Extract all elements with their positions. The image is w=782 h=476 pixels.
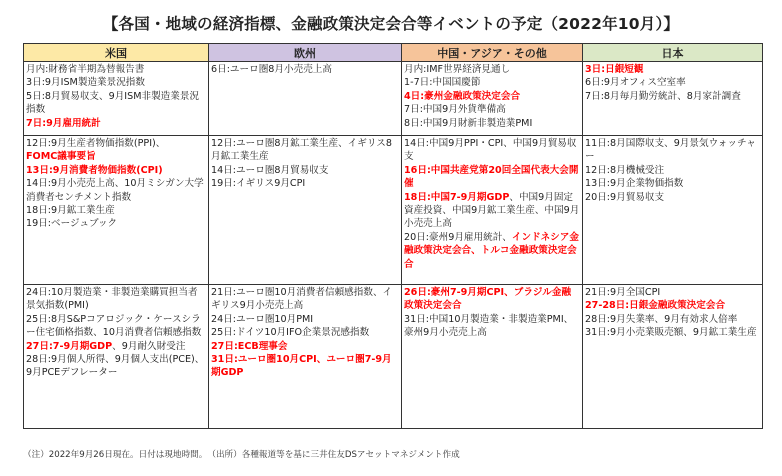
- event-text: FOMC議事要旨: [26, 151, 96, 163]
- event-text: 27-28日:日銀金融政策決定会合: [585, 300, 726, 312]
- event-entry: [26, 150, 206, 163]
- event-text: 14日:ユーロ圏8月貿易収支: [211, 164, 329, 176]
- cell-china-asia-other: [402, 136, 583, 285]
- event-text: 27日:7-9月期GDP: [26, 340, 113, 352]
- event-text: 13日:9月消費者物価指数(CPI): [26, 164, 163, 176]
- cell-us: [24, 62, 209, 136]
- event-text: 28日:9月個人所得、9月個人支出(PCE)、9月PCEデフレーター: [26, 354, 205, 379]
- event-text: 14日:中国9月PPI・CPI、中国9月貿易収支: [404, 138, 577, 163]
- event-entry: [211, 164, 399, 177]
- event-text: 6日:9月オフィス空室率: [585, 77, 686, 89]
- event-entry: [211, 313, 399, 326]
- cell-us: [24, 285, 209, 429]
- cell-japan: [583, 62, 763, 136]
- event-entry: [26, 340, 206, 353]
- event-entry: [585, 177, 760, 190]
- cell-china-asia-other: [402, 62, 583, 136]
- event-text: 26日:豪州7-9月期CPI、ブラジル金融政策決定会合: [404, 287, 572, 312]
- event-entry: [585, 63, 760, 76]
- event-entry: [404, 164, 580, 191]
- event-text: 3日:日銀短観: [585, 64, 644, 75]
- event-text-continued: 、9月耐久財受注: [112, 340, 186, 352]
- event-entry: [26, 204, 206, 217]
- event-text: 31日:中国10月製造業・非製造業PMI、豪州9月小売売上高: [404, 313, 574, 339]
- cell-europe: [209, 285, 402, 429]
- event-text: 18日:9月鉱工業生産: [26, 205, 115, 217]
- event-text: 12日:9月生産者物価指数(PPI)、: [26, 138, 166, 149]
- event-entry: [26, 137, 206, 150]
- event-text-highlighted: インドネシア金融政策決定会合、トルコ金融政策決定会合: [404, 231, 579, 270]
- event-text: 12日:8月機械受注: [585, 164, 665, 176]
- event-text: 13日:9月企業物価指数: [585, 178, 684, 190]
- column-header-us: 米国: [24, 44, 209, 62]
- event-text: 28日:9月失業率、9月有効求人倍率: [585, 313, 738, 325]
- event-text: 5日:8月貿易収支、9月ISM非製造業景況指数: [26, 90, 200, 116]
- event-entry: [585, 137, 760, 164]
- event-entry: [585, 90, 760, 103]
- event-entry: [585, 164, 760, 177]
- event-entry: [404, 286, 580, 313]
- event-text: 20日:9月貿易収支: [585, 191, 665, 203]
- event-text: 12日:ユーロ圏8月鉱工業生産、イギリス8月鉱工業生産: [211, 138, 392, 163]
- event-entry: [585, 76, 760, 89]
- event-text: 25日:ドイツ10月IFO企業景況感指数: [211, 327, 370, 339]
- cell-china-asia-other: [402, 285, 583, 429]
- event-entry: [585, 313, 760, 326]
- cell-europe: [209, 136, 402, 285]
- event-entry: [211, 63, 399, 76]
- cell-japan: [583, 136, 763, 285]
- event-entry: [585, 326, 760, 339]
- event-text: 19日:ベージュブック: [26, 218, 118, 230]
- event-entry: [404, 191, 580, 231]
- cell-europe: [209, 62, 402, 136]
- event-text: 31日:9月小売業販売額、9月鉱工業生産: [585, 327, 757, 339]
- event-entry: [26, 63, 206, 76]
- event-entry: [26, 117, 206, 130]
- event-entry: [26, 177, 206, 204]
- event-entry: [26, 313, 206, 340]
- event-text: 27日:ECB理事会: [211, 340, 288, 352]
- event-text: 3日:9月ISM製造業景況指数: [26, 77, 145, 89]
- event-entry: [404, 313, 580, 340]
- event-text: 21日:ユーロ圏10月消費者信頼感指数、イギリス9月小売売上高: [211, 287, 393, 312]
- column-header-china-asia-other: 中国・アジア・その他: [402, 44, 583, 62]
- event-text: 1-7日:中国国慶節: [404, 77, 481, 89]
- event-text: 8日:中国9月財新非製造業PMI: [404, 117, 533, 129]
- event-entry: [585, 299, 760, 312]
- page-title: 【各国・地域の経済指標、金融政策決定会合等イベントの予定（2022年10月）】: [102, 15, 680, 33]
- event-entry: [211, 353, 399, 380]
- event-text: 月内:財務省半期為替報告書: [26, 64, 145, 75]
- event-text: 6日:ユーロ圏8月小売売上高: [211, 64, 332, 75]
- column-header-europe: 欧州: [209, 44, 402, 62]
- event-schedule-table: [23, 43, 763, 429]
- event-entry: [211, 137, 399, 164]
- event-entry: [211, 286, 399, 313]
- event-entry: [585, 191, 760, 204]
- event-entry: [404, 231, 580, 271]
- cell-japan: [583, 285, 763, 429]
- event-text: 14日:9月小売売上高、10月ミシガン大学消費者センチメント指数: [26, 178, 204, 203]
- event-text: 31日:ユーロ圏10月CPI、ユーロ圏7-9月期GDP: [211, 354, 392, 379]
- table-row-mid-october: [24, 136, 763, 285]
- event-text: 16日:中国共産党第20回全国代表大会開催: [404, 164, 579, 190]
- event-text: 24日:ユーロ圏10月PMI: [211, 313, 314, 325]
- column-header-japan: 日本: [583, 44, 763, 62]
- event-text: 7日:8月毎月勤労統計、8月家計調査: [585, 90, 741, 102]
- event-text-continued: 、中国9月固定資産投資、中国9月鉱工業生産、中国9月小売売上高: [404, 191, 580, 230]
- cell-us: [24, 136, 209, 285]
- event-entry: [211, 177, 399, 190]
- event-text: 7日:中国9月外貨準備高: [404, 104, 506, 116]
- event-entry: [26, 286, 206, 313]
- event-text: 11日:8月国際収支、9月景気ウォッチャー: [585, 138, 756, 163]
- event-entry: [211, 326, 399, 339]
- event-entry: [404, 76, 580, 89]
- event-entry: [585, 286, 760, 299]
- event-entry: [404, 90, 580, 103]
- event-entry: [26, 217, 206, 230]
- footnote: （注）2022年9月26日現在。日付は現地時間。 （出所）各種報道等を基に三井住友DSアセットマネジメント作成: [23, 450, 460, 460]
- event-text: 24日:10月製造業・非製造業購買担当者景気指数(PMI): [26, 287, 198, 312]
- event-entry: [26, 76, 206, 89]
- event-text: 19日:イギリス9月CPI: [211, 178, 306, 190]
- event-text: 月内:IMF世界経済見通し: [404, 64, 511, 75]
- event-text: 20日:豪州9月雇用統計、: [404, 231, 512, 243]
- event-text: 7日:9月雇用統計: [26, 117, 101, 129]
- event-text: 25日:8月S&Pコアロジック・ケースシラー住宅価格指数、10月消費者信頼感指数: [26, 313, 202, 339]
- event-entry: [26, 353, 206, 380]
- event-text: 21日:9月全国CPI: [585, 287, 661, 298]
- header-row: [24, 44, 763, 62]
- event-entry: [404, 103, 580, 116]
- table-row-early-october: [24, 62, 763, 136]
- event-entry: [404, 137, 580, 164]
- event-text: 18日:中国7-9月期GDP: [404, 191, 510, 203]
- event-entry: [404, 63, 580, 76]
- event-entry: [404, 117, 580, 130]
- event-entry: [211, 340, 399, 353]
- event-entry: [26, 164, 206, 177]
- table-row-late-october: [24, 285, 763, 429]
- event-entry: [26, 90, 206, 117]
- event-text: 4日:豪州金融政策決定会合: [404, 90, 521, 102]
